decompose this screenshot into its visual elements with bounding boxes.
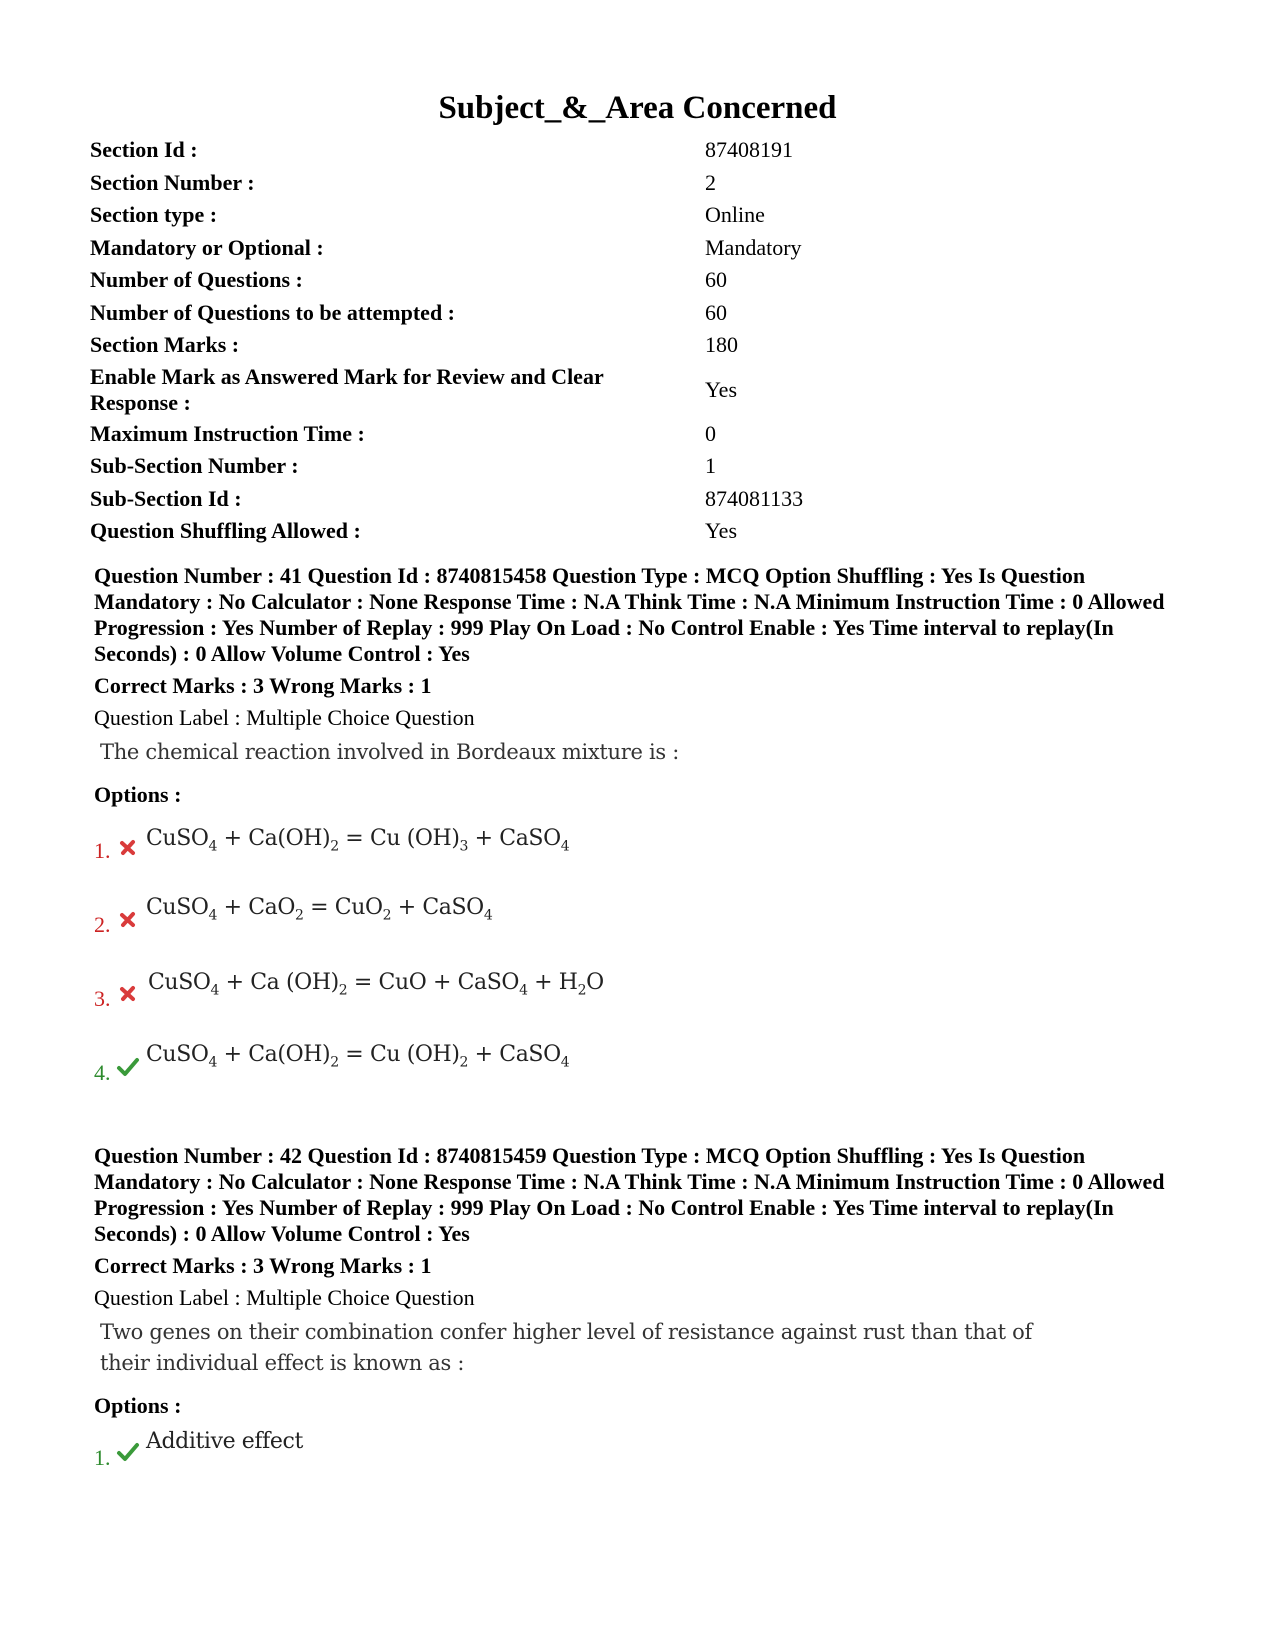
info-value: 0 bbox=[705, 420, 716, 446]
option-item bbox=[94, 895, 1194, 972]
info-label: Question Shuffling Allowed : bbox=[90, 518, 361, 544]
check-icon bbox=[116, 1441, 140, 1463]
section-info-row bbox=[90, 167, 1190, 200]
option-formula: CuSO$_4$ + Ca $(OH)_2$ = CuO + CaSO$_4$ + $H_2O$ bbox=[148, 970, 604, 999]
section-info-row bbox=[90, 418, 1190, 451]
info-value: 2 bbox=[705, 169, 716, 195]
option-text: Additive effect bbox=[146, 1429, 303, 1454]
info-label: Enable Mark as Answered Mark for Review and Clear Response : bbox=[90, 363, 604, 415]
options-heading: Options : bbox=[94, 1393, 182, 1418]
info-value: Mandatory bbox=[705, 234, 802, 260]
question-block bbox=[94, 1143, 1194, 1505]
question-label: Question Label : Multiple Choice Question bbox=[94, 1285, 475, 1310]
options-heading: Options : bbox=[94, 782, 182, 807]
question-text-line: Two genes on their combination confer higher level of resistance against rust than that of bbox=[100, 1320, 1032, 1344]
page-title: Subject_&_Area Concerned bbox=[438, 90, 837, 126]
info-label: Sub-Section Number : bbox=[90, 453, 299, 479]
option-number: 1. bbox=[94, 838, 111, 863]
cross-icon bbox=[118, 984, 138, 1004]
section-info-table bbox=[90, 134, 1190, 548]
info-label: Maximum Instruction Time : bbox=[90, 420, 365, 446]
cross-icon bbox=[118, 910, 138, 930]
question-text-line: their individual effect is known as : bbox=[100, 1351, 465, 1375]
info-label: Mandatory or Optional : bbox=[90, 234, 324, 260]
section-info-row bbox=[90, 264, 1190, 297]
options-list bbox=[94, 1431, 1194, 1505]
info-value: Yes bbox=[705, 376, 738, 402]
info-label: Section Id : bbox=[90, 137, 198, 163]
question-header: Question Number : 41 Question Id : 8740815458 Question Type : MCQ Option Shuffling : Yes Is Question Mandatory : No Calculator : None Response Time : N.A Think Time : N.A Minimum Instruction Time : 0 Allowed Progression : Yes Number of Replay : 999 Play On Load : No Control Enable : Yes Time interval to replay(In Seconds) : 0 Allow Volume Control : Yes bbox=[94, 563, 1165, 666]
question-marks: Correct Marks : 3 Wrong Marks : 1 bbox=[94, 673, 432, 698]
option-number: 4. bbox=[94, 1060, 111, 1085]
section-info-row bbox=[90, 515, 1190, 548]
section-info-row bbox=[90, 199, 1190, 232]
info-label: Section Number : bbox=[90, 169, 255, 195]
option-number: 2. bbox=[94, 912, 111, 937]
cross-icon bbox=[118, 838, 138, 858]
section-info-row bbox=[90, 483, 1190, 516]
section-info-row bbox=[90, 134, 1190, 167]
info-value: 60 bbox=[705, 267, 727, 293]
option-item bbox=[94, 1042, 1194, 1120]
question-text bbox=[94, 1317, 1194, 1379]
info-label: Number of Questions : bbox=[90, 267, 303, 293]
option-formula: CuSO$_4$ + $Ca(OH)_2 = Cu$ $(OH)_2$ + CaSO$_4$ bbox=[146, 1042, 570, 1071]
option-number: 3. bbox=[94, 986, 111, 1011]
option-item bbox=[94, 824, 1194, 898]
info-value: 874081133 bbox=[705, 485, 804, 511]
section-info-row bbox=[90, 329, 1190, 362]
info-label: Number of Questions to be attempted : bbox=[90, 299, 456, 325]
question-label: Question Label : Multiple Choice Question bbox=[94, 705, 475, 730]
section-info-row bbox=[90, 232, 1190, 265]
question-text: The chemical reaction involved in Bordeaux mixture is : bbox=[100, 740, 680, 764]
options-list bbox=[94, 824, 1194, 1120]
section-info-row bbox=[90, 297, 1190, 330]
info-value: 87408191 bbox=[705, 137, 793, 163]
info-value: Yes bbox=[705, 518, 738, 544]
question-marks: Correct Marks : 3 Wrong Marks : 1 bbox=[94, 1253, 432, 1278]
info-label: Section type : bbox=[90, 202, 218, 228]
info-label: Section Marks : bbox=[90, 332, 240, 358]
question-block bbox=[94, 563, 1194, 1120]
section-info-row bbox=[90, 450, 1190, 483]
option-number: 1. bbox=[94, 1445, 111, 1470]
option-formula: CuSO$_4$ + CaO$_2$ = CuO$_2$ + CaSO$_4$ bbox=[146, 895, 493, 924]
info-value: Online bbox=[705, 202, 765, 228]
option-item bbox=[94, 1431, 1194, 1505]
info-value: 1 bbox=[705, 453, 716, 479]
info-value: 180 bbox=[705, 332, 738, 358]
question-header: Question Number : 42 Question Id : 8740815459 Question Type : MCQ Option Shuffling : Yes Is Question Mandatory : No Calculator : None Response Time : N.A Think Time : N.A Minimum Instruction Time : 0 Allowed Progression : Yes Number of Replay : 999 Play On Load : No Control Enable : Yes Time interval to replay(In Seconds) : 0 Allow Volume Control : Yes bbox=[94, 1143, 1165, 1246]
check-icon bbox=[116, 1056, 140, 1078]
option-item bbox=[94, 972, 1194, 1046]
section-info-row bbox=[90, 362, 1190, 418]
option-formula: CuSO$_4$ + $Ca(OH)_2 = Cu$ $(OH)_3$ + CaSO$_4$ bbox=[146, 826, 570, 855]
info-value: 60 bbox=[705, 299, 727, 325]
info-label: Sub-Section Id : bbox=[90, 485, 242, 511]
